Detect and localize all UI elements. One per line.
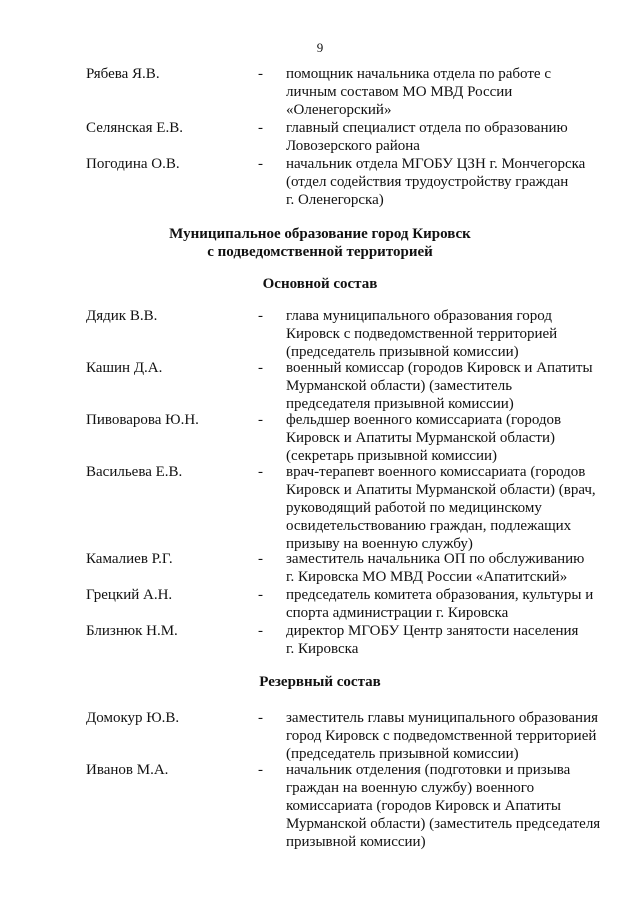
member-position: врач-терапевт военного комиссариата (городов Кировск и Апатиты Мурманской области) (врач, руководящий работой по медицинскому освидетельствованию граждан, подлежащих призыву на военную службу) [286,464,596,552]
member-name: Камалиев Р.Г. [86,551,173,567]
section-title: Муниципальное образование город Кировск с подведомственной территорией [169,226,471,260]
member-position: начальник отдела МГОБУ ЦЗН г. Мончегорска (отдел содействия трудоустройству граждан г. Оленегорска) [286,156,586,208]
member-name: Погодина О.В. [86,156,180,172]
member-position: военный комиссар (городов Кировск и Апатиты Мурманской области) (заместитель председателя призывной комиссии) [286,360,593,412]
dash-separator: - [258,464,263,480]
member-name: Васильева Е.В. [86,464,183,480]
main-composition-heading: Основной состав [262,276,378,292]
member-position: главный специалист отдела по образованию Ловозерского района [286,120,568,154]
reserve-composition-heading: Резервный состав [259,674,381,690]
dash-separator: - [258,551,263,567]
member-position: начальник отделения (подготовки и призыва граждан на военную службу) военного комиссариата (городов Кировск и Апатиты Мурманской области) (заместитель председателя призывной комиссии) [286,762,601,850]
member-position: фельдшер военного комиссариата (городов Кировск и Апатиты Мурманской области) (секретарь призывной комиссии) [286,412,562,464]
member-position: глава муниципального образования город Кировск с подведомственной территорией (председатель призывной комиссии) [286,308,558,360]
member-name: Дядик В.В. [86,308,158,324]
dash-separator: - [258,120,263,136]
dash-separator: - [258,710,263,726]
dash-separator: - [258,623,263,639]
dash-separator: - [258,360,263,376]
member-name: Кашин Д.А. [86,360,163,376]
member-name: Селянская Е.В. [86,120,183,136]
member-position: помощник начальника отдела по работе с личным составом МО МВД России «Оленегорский» [286,66,551,118]
member-name: Рябева Я.В. [86,66,160,82]
member-position: председатель комитета образования, культуры и спорта администрации г. Кировска [286,587,594,621]
dash-separator: - [258,66,263,82]
member-position: заместитель главы муниципального образования город Кировск с подведомственной территорией (председатель призывной комиссии) [286,710,599,762]
member-name: Иванов М.А. [86,762,169,778]
dash-separator: - [258,762,263,778]
dash-separator: - [258,156,263,172]
page-number: 9 [316,40,324,55]
member-position: заместитель начальника ОП по обслуживанию г. Кировска МО МВД России «Апатитский» [286,551,585,585]
dash-separator: - [258,412,263,428]
member-name: Близнюк Н.М. [86,623,178,639]
member-name: Грецкий А.Н. [86,587,173,603]
member-name: Домокур Ю.В. [86,710,180,726]
member-position: директор МГОБУ Центр занятости населения г. Кировска [286,623,579,657]
dash-separator: - [258,308,263,324]
member-name: Пивоварова Ю.Н. [86,412,199,428]
dash-separator: - [258,587,263,603]
